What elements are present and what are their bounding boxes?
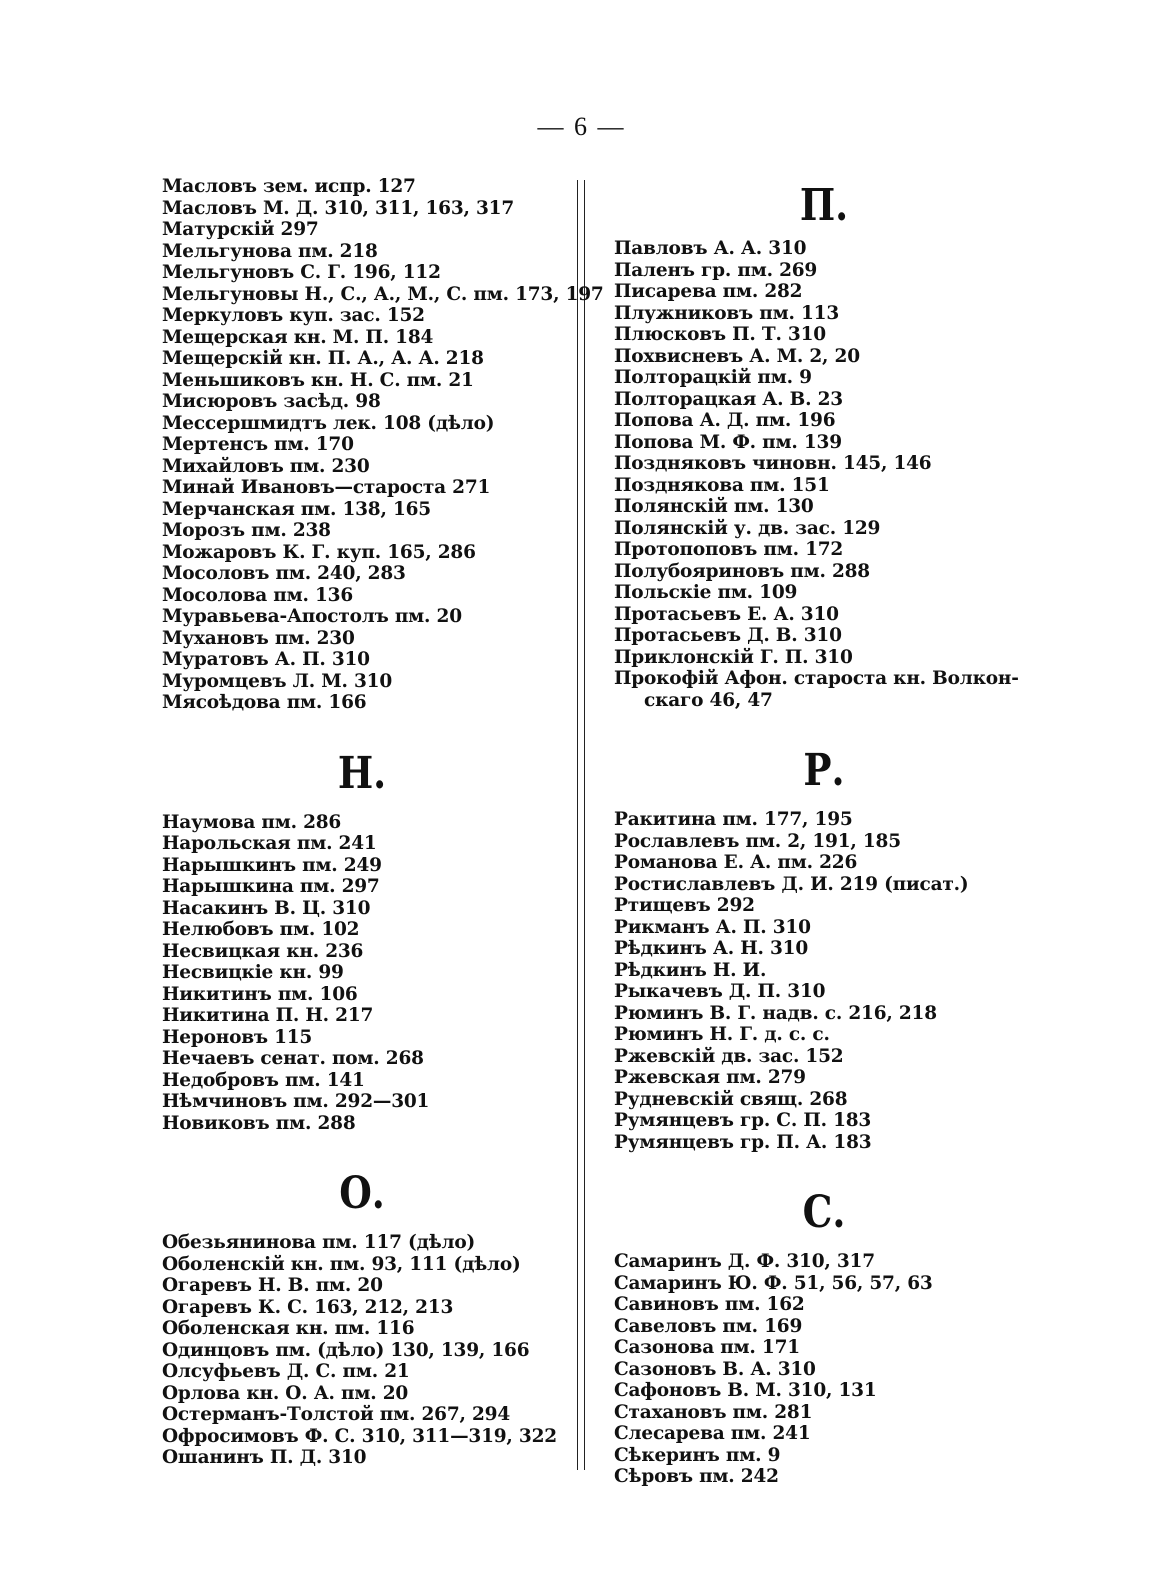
index-entry: Нечаевъ сенат. пом. 268 bbox=[162, 1048, 424, 1069]
index-entry: Павловъ А. А. 310 bbox=[614, 238, 807, 259]
index-entry: Остерманъ-Толстой пм. 267, 294 bbox=[162, 1404, 511, 1425]
index-entry: Румянцевъ гр. С. П. 183 bbox=[614, 1110, 872, 1131]
index-entry: Муравьева-Апостолъ пм. 20 bbox=[162, 606, 462, 627]
index-entry: Никитинъ пм. 106 bbox=[162, 983, 358, 1005]
index-entry: Протасьевъ Е. А. 310 bbox=[614, 603, 839, 625]
index-entry: Недобровъ пм. 141 bbox=[162, 1069, 365, 1091]
index-entry: Матурскій 297 bbox=[162, 219, 319, 240]
index-entry: Насакинъ В. Ц. 310 bbox=[162, 897, 371, 919]
index-entry: Мертенсъ пм. 170 bbox=[162, 434, 354, 455]
index-entry: Самаринъ Д. Ф. 310, 317 bbox=[614, 1251, 875, 1272]
index-entry: Мясоѣдова пм. 166 bbox=[162, 692, 367, 713]
left-column bbox=[162, 176, 604, 1469]
index-entry: Минай Ивановъ—староста 271 bbox=[162, 477, 491, 498]
index-entry: Плужниковъ пм. 113 bbox=[614, 302, 839, 324]
index-entry: Сѣровъ пм. 242 bbox=[614, 1466, 779, 1487]
index-entry: Мосоловъ пм. 240, 283 bbox=[162, 563, 406, 584]
index-entry: Масловъ М. Д. 310, 311, 163, 317 bbox=[162, 197, 515, 219]
page-number: — 6 — bbox=[537, 112, 626, 141]
index-entry: Позднякова пм. 151 bbox=[614, 474, 830, 496]
section-letter-s: С. bbox=[802, 1187, 846, 1238]
index-entry: Мельгуновъ С. Г. 196, 112 bbox=[162, 262, 441, 283]
index-entry: Морозъ пм. 238 bbox=[162, 520, 331, 541]
index-entry: Мещерская кн. М. П. 184 bbox=[162, 326, 434, 348]
section-o-entry-list bbox=[162, 1232, 562, 1469]
index-entry: Полянскій пм. 130 bbox=[614, 496, 814, 517]
index-entry: Ракитина пм. 177, 195 bbox=[614, 809, 853, 830]
section-n-entry-list bbox=[162, 812, 562, 1135]
column-divider bbox=[577, 180, 585, 1470]
index-entry: Огаревъ Н. В. пм. 20 bbox=[162, 1275, 383, 1296]
index-entry: Мельгуновы Н., С., А., М., С. пм. 173, 197 bbox=[162, 283, 604, 305]
index-entry: Рыкачевъ Д. П. 310 bbox=[614, 981, 826, 1002]
right-column bbox=[614, 176, 1034, 1488]
index-entry: Меркуловъ куп. зас. 152 bbox=[162, 305, 425, 326]
index-entry: Писарева пм. 282 bbox=[614, 281, 803, 302]
index-entry: Рюминъ В. Г. надв. с. 216, 218 bbox=[614, 1002, 937, 1024]
index-entry: Приклонскій Г. П. 310 bbox=[614, 646, 853, 668]
index-entry: Наумова пм. 286 bbox=[162, 811, 342, 833]
index-entry: Новиковъ пм. 288 bbox=[162, 1112, 356, 1134]
index-entry: Стахановъ пм. 281 bbox=[614, 1401, 813, 1423]
index-entry: Нарышкина пм. 297 bbox=[162, 876, 380, 897]
index-entry: Сафоновъ В. М. 310, 131 bbox=[614, 1380, 877, 1401]
index-entry: Ртищевъ 292 bbox=[614, 895, 755, 916]
section-letter-r: Р. bbox=[803, 745, 845, 796]
index-entry: Самаринъ Ю. Ф. 51, 56, 57, 63 bbox=[614, 1272, 933, 1294]
index-entry: Мосолова пм. 136 bbox=[162, 584, 353, 606]
index-entry: Орлова кн. О. А. пм. 20 bbox=[162, 1382, 409, 1404]
index-entry: Попова М. Ф. пм. 139 bbox=[614, 431, 842, 453]
section-letter-n: Н. bbox=[337, 747, 387, 799]
index-entry: Поздняковъ чиновн. 145, 146 bbox=[614, 453, 932, 474]
index-entry: Михайловъ пм. 230 bbox=[162, 455, 370, 477]
index-entry: Протопоповъ пм. 172 bbox=[614, 539, 844, 560]
index-entry: Масловъ зем. испр. 127 bbox=[162, 176, 416, 197]
index-entry: Нелюбовъ пм. 102 bbox=[162, 919, 360, 940]
index-entry: Нарольская пм. 241 bbox=[162, 833, 377, 854]
index-entry: Рикманъ А. П. 310 bbox=[614, 916, 811, 938]
index-entry: Оболенская кн. пм. 116 bbox=[162, 1318, 415, 1339]
index-entry: Полторацкая А. В. 23 bbox=[614, 388, 843, 410]
index-entry: Несвицкіе кн. 99 bbox=[162, 962, 344, 983]
index-entry: Паленъ гр. пм. 269 bbox=[614, 259, 818, 281]
index-entry: Мещерскій кн. П. А., А. А. 218 bbox=[162, 348, 484, 369]
index-entry: Несвицкая кн. 236 bbox=[162, 940, 364, 962]
index-entry: Офросимовъ Ф. С. 310, 311—319, 322 bbox=[162, 1425, 557, 1447]
index-entry: Можаровъ К. Г. куп. 165, 286 bbox=[162, 541, 476, 563]
index-entry: Румянцевъ гр. П. А. 183 bbox=[614, 1131, 872, 1153]
index-entry: Рѣдкинъ А. Н. 310 bbox=[614, 938, 809, 959]
index-entry: Нѣмчиновъ пм. 292—301 bbox=[162, 1091, 430, 1112]
index-entry: Ржевскій дв. зас. 152 bbox=[614, 1045, 844, 1067]
index-entry: Обезьянинова пм. 117 (дѣло) bbox=[162, 1232, 476, 1253]
index-entry: Мерчанская пм. 138, 165 bbox=[162, 498, 431, 520]
index-entry: Польскіе пм. 109 bbox=[614, 582, 798, 603]
index-entry: Ростиславлевъ Д. И. 219 (писат.) bbox=[614, 873, 969, 895]
index-entry: Полянскій у. дв. зас. 129 bbox=[614, 517, 881, 539]
index-entry: Плюсковъ П. Т. 310 bbox=[614, 324, 826, 345]
index-entry: Мессершмидтъ лек. 108 (дѣло) bbox=[162, 412, 495, 434]
index-entry: Меньшиковъ кн. Н. С. пм. 21 bbox=[162, 369, 474, 391]
index-entry: Похвисневъ А. М. 2, 20 bbox=[614, 345, 860, 367]
index-entry: Муромцевъ Л. М. 310 bbox=[162, 670, 393, 692]
intro-entry-list bbox=[162, 176, 604, 714]
index-entry: Савеловъ пм. 169 bbox=[614, 1315, 803, 1337]
index-entry: Муратовъ А. П. 310 bbox=[162, 649, 370, 670]
index-entry: Мельгунова пм. 218 bbox=[162, 240, 378, 262]
index-entry: Нарышкинъ пм. 249 bbox=[162, 854, 382, 876]
index-entry: Рюминъ Н. Г. д. с. с. bbox=[614, 1024, 830, 1045]
index-entry: Сѣкеринъ пм. 9 bbox=[614, 1444, 781, 1466]
index-entry: Рѣдкинъ Н. И. bbox=[614, 959, 767, 981]
index-entry: Попова А. Д. пм. 196 bbox=[614, 410, 836, 431]
index-entry: Савиновъ пм. 162 bbox=[614, 1294, 805, 1315]
index-entry: Сазонова пм. 171 bbox=[614, 1337, 800, 1358]
index-entry: Романова Е. А. пм. 226 bbox=[614, 852, 858, 873]
index-entry: Нероновъ 115 bbox=[162, 1026, 313, 1048]
index-entry: Огаревъ К. С. 163, 212, 213 bbox=[162, 1296, 454, 1318]
index-entry: Рославлевъ пм. 2, 191, 185 bbox=[614, 830, 901, 852]
index-entry: Рудневскій свящ. 268 bbox=[614, 1088, 848, 1110]
index-entry: Мисюровъ засѣд. 98 bbox=[162, 391, 381, 412]
index-entry: Ошанинъ П. Д. 310 bbox=[162, 1447, 367, 1468]
index-entry: Слесарева пм. 241 bbox=[614, 1423, 811, 1444]
index-entry: Сазоновъ В. А. 310 bbox=[614, 1358, 816, 1380]
section-s-entry-list bbox=[614, 1251, 1034, 1488]
section-p-entry-list bbox=[614, 238, 1034, 690]
index-entry: Полубояриновъ пм. 288 bbox=[614, 560, 870, 582]
index-entry: Никитина П. Н. 217 bbox=[162, 1005, 374, 1026]
section-letter-p: П. bbox=[799, 180, 849, 231]
index-entry: Олсуфьевъ Д. С. пм. 21 bbox=[162, 1361, 410, 1382]
index-entry: Протасьевъ Д. В. 310 bbox=[614, 625, 842, 646]
section-letter-o: О. bbox=[339, 1168, 385, 1219]
index-entry: Мухановъ пм. 230 bbox=[162, 627, 355, 649]
index-entry: Полторацкій пм. 9 bbox=[614, 367, 812, 388]
index-entry: Оболенскій кн. пм. 93, 111 (дѣло) bbox=[162, 1253, 521, 1275]
index-entry: Прокофій Афон. староста кн. Волкон- bbox=[614, 668, 1019, 689]
index-entry: Ржевская пм. 279 bbox=[614, 1067, 806, 1088]
entry-continuation: скаго 46, 47 bbox=[644, 689, 773, 711]
section-r-entry-list bbox=[614, 809, 1034, 1153]
index-entry: Одинцовъ пм. (дѣло) 130, 139, 166 bbox=[162, 1339, 530, 1361]
